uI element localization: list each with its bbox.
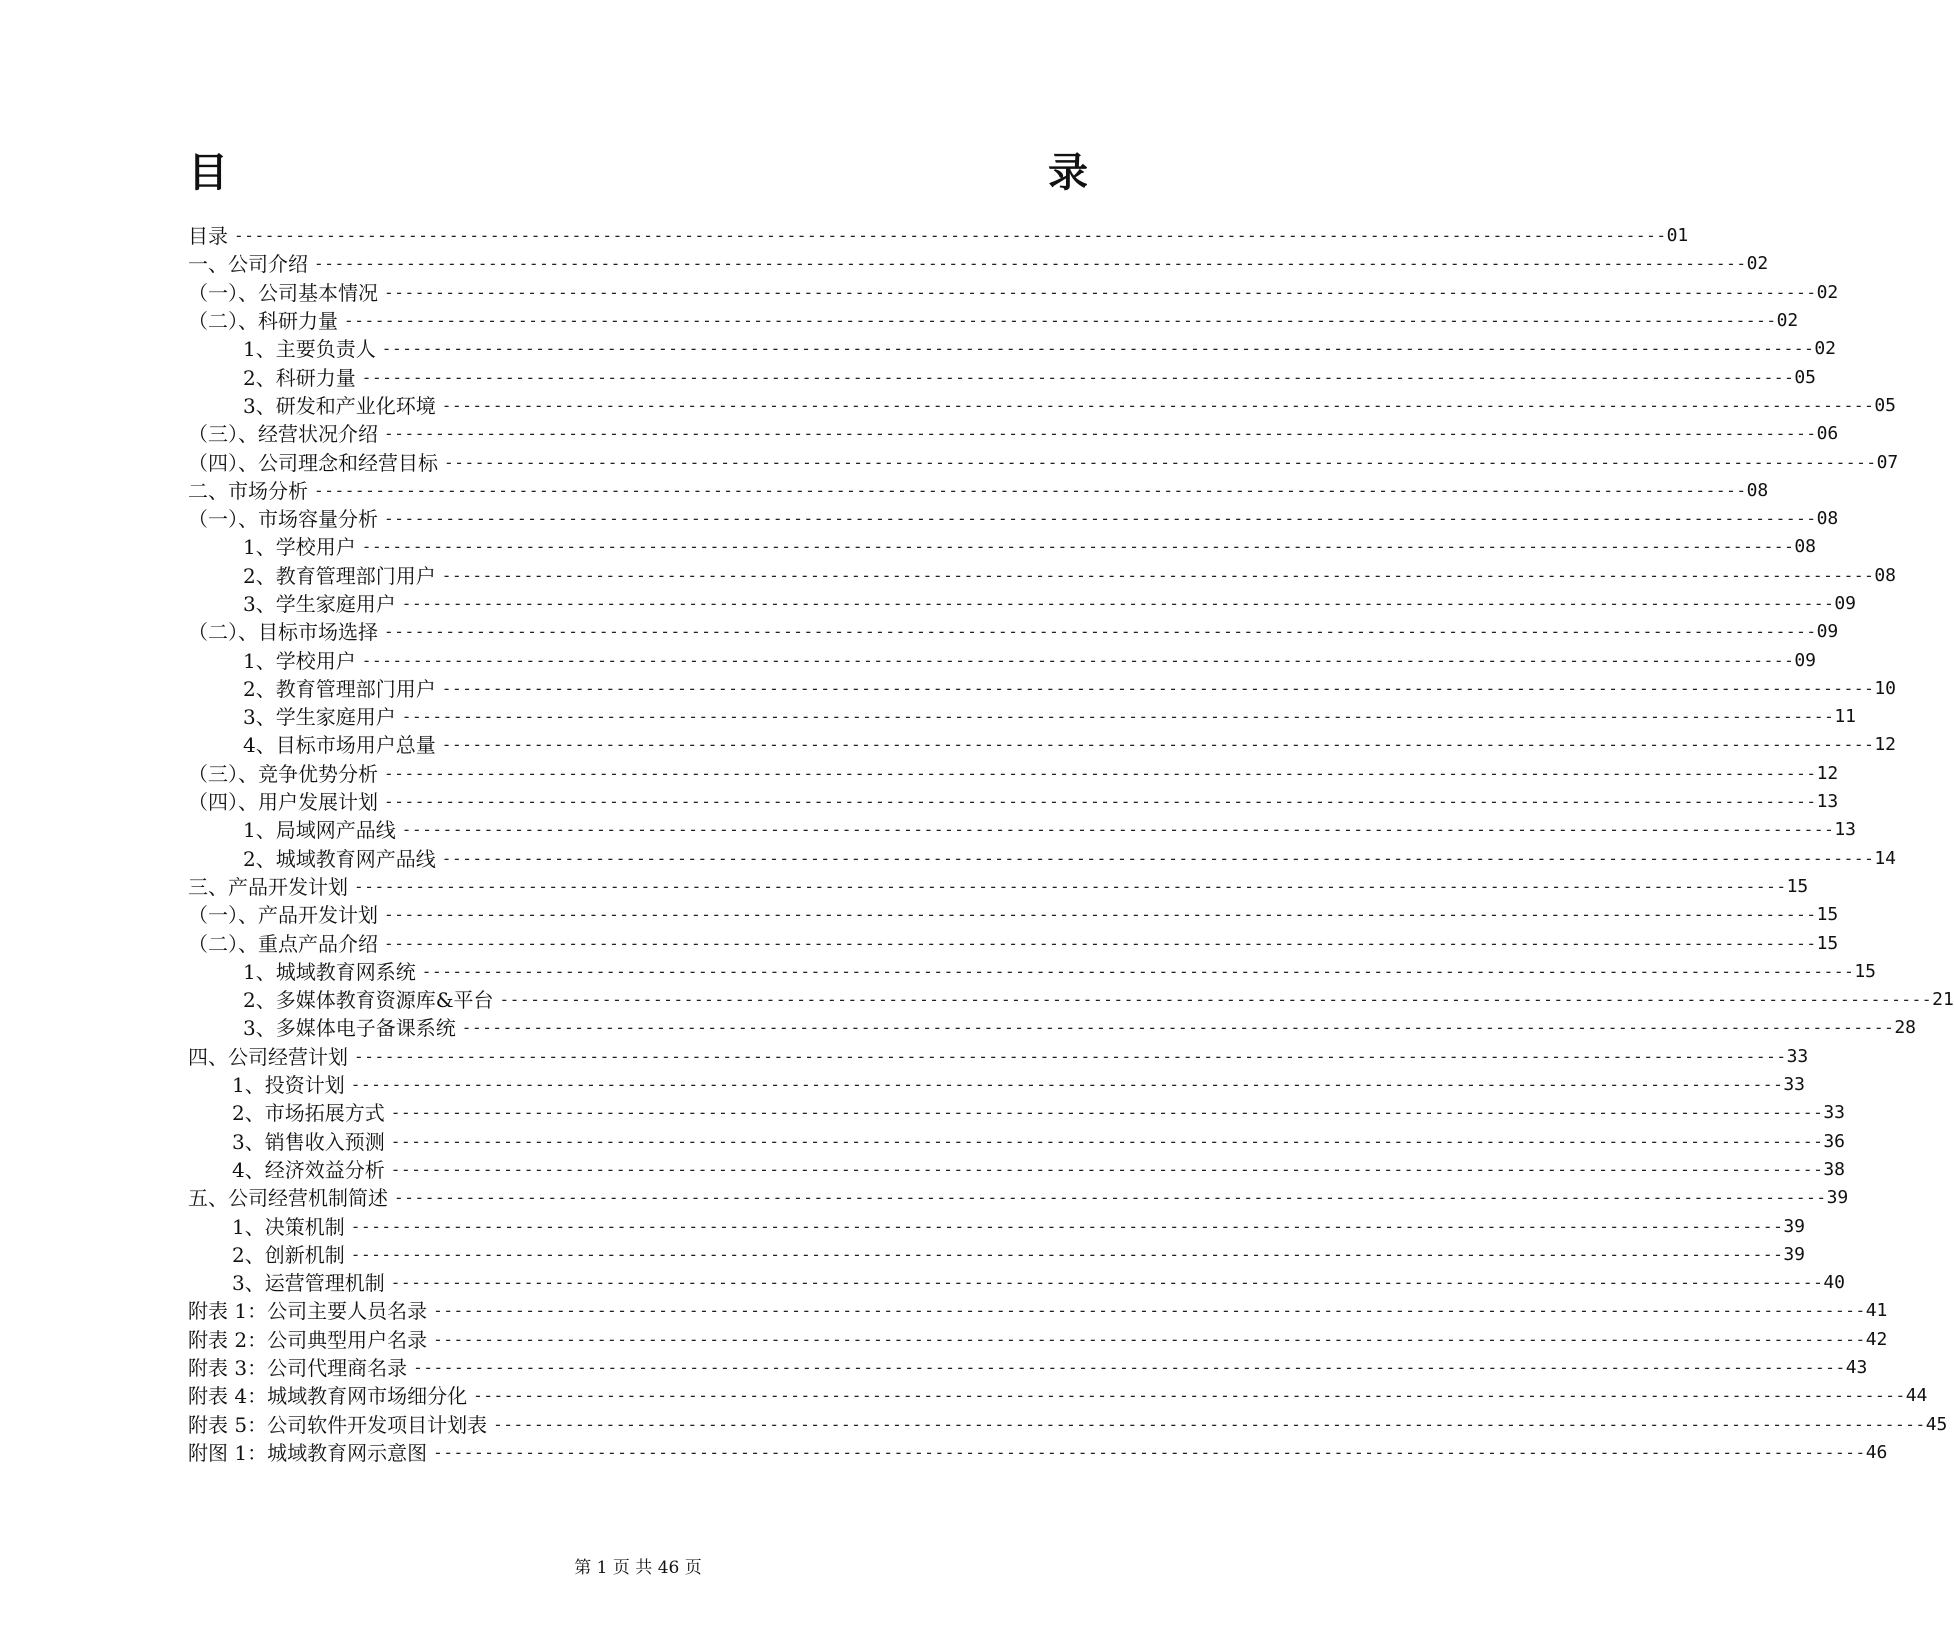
toc-entry[interactable] (188, 1410, 1948, 1438)
toc-entry-label: 目录 (188, 224, 228, 249)
toc-entry[interactable] (188, 1326, 1888, 1354)
toc-dot-leader: -------------------------------------------------------------------------------------------------------------------------------------------- (354, 876, 1787, 896)
toc-entry[interactable] (188, 929, 1839, 957)
toc-entry-label: 一、公司介绍 (188, 252, 308, 277)
toc-entry[interactable] (188, 1156, 1846, 1184)
toc-dot-leader: -------------------------------------------------------------------------------------------------------------------------------------------- (384, 763, 1817, 783)
toc-entry-page-number: 08 (1816, 508, 1839, 530)
toc-entry-page-number: 43 (1845, 1357, 1868, 1379)
toc-entry-label: （三）、竞争优势分析 (188, 761, 378, 786)
toc-entry[interactable] (188, 788, 1839, 816)
toc-entry-label: 2、多媒体教育资源库&平台 (243, 988, 494, 1013)
table-of-contents (188, 222, 1954, 1467)
toc-entry-page-number: 02 (1776, 310, 1799, 332)
toc-entry[interactable] (188, 873, 1809, 901)
toc-entry-label: 2、教育管理部门用户 (243, 563, 436, 588)
toc-entry[interactable] (188, 1128, 1846, 1156)
toc-entry[interactable] (188, 477, 1769, 505)
toc-entry-page-number: 09 (1794, 649, 1817, 671)
toc-entry-page-number: 01 (1666, 225, 1689, 247)
toc-dot-leader: -------------------------------------------------------------------------------------------------------------------------------------------- (314, 254, 1747, 274)
toc-dot-leader: -------------------------------------------------------------------------------------------------------------------------------------------- (314, 480, 1747, 500)
toc-dot-leader: -------------------------------------------------------------------------------------------------------------------------------------------- (381, 339, 1815, 359)
toc-entry-label: （四）、用户发展计划 (188, 790, 378, 815)
toc-entry[interactable] (188, 845, 1897, 873)
toc-entry-label: 3、运营管理机制 (232, 1271, 385, 1296)
toc-entry-label: 3、多媒体电子备课系统 (243, 1016, 456, 1041)
page-footer: 第 1 页 共 46 页 (574, 1558, 702, 1578)
toc-entry-label: 1、学校用户 (243, 535, 356, 560)
toc-entry[interactable] (188, 363, 1817, 391)
toc-entry[interactable] (188, 335, 1837, 363)
toc-entry-page-number: 15 (1786, 875, 1809, 897)
toc-dot-leader: -------------------------------------------------------------------------------------------------------------------------------------------- (350, 1244, 1784, 1264)
toc-entry-label: （一）、产品开发计划 (188, 903, 378, 928)
toc-entry[interactable] (188, 986, 1954, 1014)
toc-entry-label: 三、产品开发计划 (188, 874, 348, 899)
toc-entry-page-number: 11 (1834, 706, 1857, 728)
toc-entry-label: 附图 1：城域教育网示意图 (188, 1440, 428, 1465)
toc-dot-leader: -------------------------------------------------------------------------------------------------------------------------------------------- (361, 650, 1795, 670)
toc-entry[interactable] (188, 675, 1897, 703)
toc-entry-page-number: 38 (1823, 1158, 1846, 1180)
toc-entry[interactable] (188, 505, 1839, 533)
toc-dot-leader: -------------------------------------------------------------------------------------------------------------------------------------------- (461, 1018, 1895, 1038)
toc-entry-page-number: 10 (1874, 677, 1897, 699)
toc-entry-label: 附表 5：公司软件开发项目计划表 (188, 1412, 488, 1437)
toc-dot-leader: -------------------------------------------------------------------------------------------------------------------------------------------- (384, 792, 1817, 812)
toc-dot-leader: -------------------------------------------------------------------------------------------------------------------------------------------- (354, 1046, 1787, 1066)
toc-entry-label: （四）、公司理念和经营目标 (188, 450, 438, 475)
toc-entry-label: 4、目标市场用户总量 (243, 733, 436, 758)
toc-dot-leader: -------------------------------------------------------------------------------------------------------------------------------------------- (493, 1414, 1926, 1434)
toc-entry[interactable] (188, 420, 1839, 448)
toc-entry-page-number: 02 (1814, 338, 1837, 360)
toc-entry-page-number: 07 (1876, 451, 1899, 473)
toc-dot-leader: -------------------------------------------------------------------------------------------------------------------------------------------- (344, 311, 1777, 331)
toc-entry[interactable] (188, 307, 1799, 335)
toc-entry-label: （二）、重点产品介绍 (188, 931, 378, 956)
toc-entry[interactable] (188, 1241, 1806, 1269)
toc-dot-leader: -------------------------------------------------------------------------------------------------------------------------------------------- (390, 1131, 1824, 1151)
toc-dot-leader: -------------------------------------------------------------------------------------------------------------------------------------------- (390, 1273, 1824, 1293)
toc-entry-page-number: 02 (1816, 281, 1839, 303)
toc-entry-label: 4、经济效益分析 (232, 1157, 385, 1182)
toc-entry-page-number: 13 (1816, 791, 1839, 813)
toc-entry-page-number: 15 (1816, 932, 1839, 954)
toc-entry-page-number: 15 (1854, 960, 1877, 982)
toc-dot-leader: -------------------------------------------------------------------------------------------------------------------------------------------- (413, 1358, 1846, 1378)
toc-dot-leader: -------------------------------------------------------------------------------------------------------------------------------------------- (441, 735, 1875, 755)
toc-dot-leader: -------------------------------------------------------------------------------------------------------------------------------------------- (384, 424, 1817, 444)
toc-entry-page-number: 44 (1905, 1385, 1928, 1407)
toc-dot-leader: -------------------------------------------------------------------------------------------------------------------------------------------- (401, 594, 1835, 613)
toc-entry-page-number: 33 (1783, 1074, 1806, 1096)
toc-entry[interactable] (188, 279, 1839, 307)
toc-entry-label: 附表 2：公司典型用户名录 (188, 1327, 428, 1352)
toc-dot-leader: -------------------------------------------------------------------------------------------------------------------------------------------- (350, 1075, 1784, 1095)
toc-entry-label: 附表 1：公司主要人员名录 (188, 1299, 428, 1324)
toc-entry[interactable] (188, 1354, 1868, 1382)
toc-entry[interactable] (188, 392, 1897, 420)
toc-entry-page-number: 08 (1874, 564, 1897, 586)
toc-entry[interactable] (188, 1014, 1917, 1042)
toc-entry-page-number: 09 (1816, 621, 1839, 643)
toc-entry[interactable] (188, 1071, 1806, 1099)
toc-entry[interactable] (188, 731, 1897, 759)
toc-entry-label: 五、公司经营机制简述 (188, 1186, 388, 1211)
toc-dot-leader: -------------------------------------------------------------------------------------------------------------------------------------------- (441, 848, 1875, 868)
toc-entry-label: 1、主要负责人 (243, 337, 376, 362)
toc-entry-label: 2、科研力量 (243, 365, 356, 390)
toc-dot-leader: -------------------------------------------------------------------------------------------------------------------------------------------- (361, 537, 1795, 557)
toc-entry[interactable] (188, 958, 1877, 986)
toc-entry-page-number: 40 (1823, 1272, 1846, 1294)
toc-dot-leader: -------------------------------------------------------------------------------------------------------------------------------------------- (234, 226, 1667, 246)
toc-dot-leader: -------------------------------------------------------------------------------------------------------------------------------------------- (401, 707, 1835, 727)
toc-entry[interactable] (188, 1184, 1849, 1212)
toc-entry[interactable] (188, 1043, 1809, 1071)
toc-entry-label: 1、学校用户 (243, 648, 356, 673)
toc-entry-page-number: 39 (1783, 1215, 1806, 1237)
toc-dot-leader: -------------------------------------------------------------------------------------------------------------------------------------------- (441, 565, 1875, 585)
toc-entry-label: 3、销售收入预测 (232, 1129, 385, 1154)
toc-entry-page-number: 05 (1874, 394, 1897, 416)
toc-entry-page-number: 06 (1816, 423, 1839, 445)
toc-entry-page-number: 12 (1874, 734, 1897, 756)
toc-dot-leader: -------------------------------------------------------------------------------------------------------------------------------------------- (421, 961, 1855, 981)
toc-entry-label: （一）、公司基本情况 (188, 280, 378, 305)
toc-entry-label: 3、学生家庭用户 (243, 705, 396, 730)
toc-entry-label: （二）、科研力量 (188, 309, 338, 334)
toc-dot-leader: -------------------------------------------------------------------------------------------------------------------------------------------- (441, 678, 1875, 698)
toc-entry[interactable] (188, 1297, 1888, 1325)
toc-entry-page-number: 36 (1823, 1130, 1846, 1152)
toc-entry-label: 1、城域教育网系统 (243, 959, 416, 984)
toc-entry[interactable] (188, 703, 1857, 731)
toc-entry[interactable] (188, 646, 1817, 674)
toc-entry[interactable] (188, 816, 1857, 844)
toc-dot-leader: -------------------------------------------------------------------------------------------------------------------------------------------- (473, 1386, 1906, 1406)
toc-entry-page-number: 28 (1894, 1017, 1917, 1039)
toc-entry[interactable] (188, 590, 1857, 618)
toc-entry-label: 3、学生家庭用户 (243, 592, 396, 616)
toc-dot-leader: -------------------------------------------------------------------------------------------------------------------------------------------- (444, 452, 1877, 472)
toc-dot-leader: -------------------------------------------------------------------------------------------------------------------------------------------- (384, 622, 1817, 642)
toc-entry[interactable] (188, 533, 1817, 561)
toc-dot-leader: -------------------------------------------------------------------------------------------------------------------------------------------- (384, 282, 1817, 302)
toc-entry-label: （一）、市场容量分析 (188, 507, 378, 532)
toc-entry-label: 二、市场分析 (188, 478, 308, 503)
toc-entry-label: （三）、经营状况介绍 (188, 422, 378, 447)
toc-dot-leader: -------------------------------------------------------------------------------------------------------------------------------------------- (361, 367, 1795, 387)
toc-dot-leader: -------------------------------------------------------------------------------------------------------------------------------------------- (350, 1216, 1784, 1236)
toc-entry-page-number: 13 (1834, 819, 1857, 841)
toc-entry-page-number: 33 (1823, 1102, 1846, 1124)
toc-entry-page-number: 08 (1746, 479, 1769, 501)
toc-entry[interactable] (188, 1212, 1806, 1240)
toc-dot-leader: -------------------------------------------------------------------------------------------------------------------------------------------- (384, 509, 1817, 529)
toc-entry-label: 1、决策机制 (232, 1214, 345, 1239)
toc-dot-leader: -------------------------------------------------------------------------------------------------------------------------------------------- (441, 395, 1875, 415)
toc-entry-label: 2、教育管理部门用户 (243, 676, 436, 701)
toc-entry[interactable] (188, 562, 1897, 590)
toc-entry[interactable] (188, 1099, 1846, 1127)
toc-entry-label: （二）、目标市场选择 (188, 620, 378, 645)
toc-entry-page-number: 45 (1925, 1413, 1948, 1435)
toc-entry[interactable] (188, 1382, 1928, 1410)
toc-entry-label: 1、局域网产品线 (243, 818, 396, 843)
toc-entry-page-number: 08 (1794, 536, 1817, 558)
toc-entry-label: 附表 3：公司代理商名录 (188, 1356, 408, 1381)
toc-entry[interactable] (188, 1439, 1888, 1467)
toc-entry-page-number: 41 (1865, 1300, 1888, 1322)
toc-entry-page-number: 33 (1786, 1045, 1809, 1067)
toc-dot-leader: -------------------------------------------------------------------------------------------------------------------------------------------- (433, 1301, 1866, 1321)
toc-entry-label: 1、投资计划 (232, 1073, 345, 1098)
toc-dot-leader: -------------------------------------------------------------------------------------------------------------------------------------------- (384, 905, 1817, 925)
toc-entry[interactable] (188, 250, 1769, 278)
toc-entry-label: 3、研发和产业化环境 (243, 393, 436, 418)
toc-entry-page-number: 46 (1865, 1441, 1888, 1463)
toc-dot-leader: -------------------------------------------------------------------------------------------------------------------------------------------- (384, 933, 1817, 953)
toc-entry-label: 2、市场拓展方式 (232, 1101, 385, 1126)
toc-entry-page-number: 12 (1816, 762, 1839, 784)
toc-entry-label: 四、公司经营计划 (188, 1044, 348, 1069)
toc-entry-page-number: 21 (1932, 989, 1954, 1011)
toc-entry-label: 附表 4：城域教育网市场细分化 (188, 1384, 468, 1409)
toc-dot-leader: -------------------------------------------------------------------------------------------------------------------------------------------- (433, 1329, 1866, 1349)
page-title: 目 录 (188, 150, 1220, 196)
toc-entry-page-number: 09 (1834, 593, 1857, 614)
toc-entry-label: 2、创新机制 (232, 1242, 345, 1267)
toc-entry[interactable] (188, 448, 1899, 476)
toc-entry-page-number: 14 (1874, 847, 1897, 869)
toc-dot-leader: -------------------------------------------------------------------------------------------------------------------------------------------- (499, 990, 1933, 1010)
toc-entry-page-number: 39 (1783, 1243, 1806, 1265)
toc-entry[interactable] (188, 222, 1689, 250)
toc-dot-leader: -------------------------------------------------------------------------------------------------------------------------------------------- (390, 1103, 1824, 1123)
toc-entry[interactable] (188, 901, 1839, 929)
toc-entry[interactable] (188, 618, 1839, 646)
toc-dot-leader: -------------------------------------------------------------------------------------------------------------------------------------------- (433, 1442, 1866, 1462)
toc-entry-label: 2、城域教育网产品线 (243, 846, 436, 871)
toc-entry-page-number: 39 (1826, 1187, 1849, 1209)
toc-dot-leader: -------------------------------------------------------------------------------------------------------------------------------------------- (390, 1159, 1824, 1179)
toc-entry-page-number: 42 (1865, 1328, 1888, 1350)
toc-entry[interactable] (188, 760, 1839, 788)
toc-entry-page-number: 15 (1816, 904, 1839, 926)
toc-entry-page-number: 02 (1746, 253, 1769, 275)
toc-dot-leader: -------------------------------------------------------------------------------------------------------------------------------------------- (401, 820, 1835, 840)
toc-entry-page-number: 05 (1794, 366, 1817, 388)
toc-entry[interactable] (188, 1269, 1846, 1297)
toc-dot-leader: -------------------------------------------------------------------------------------------------------------------------------------------- (394, 1188, 1827, 1208)
